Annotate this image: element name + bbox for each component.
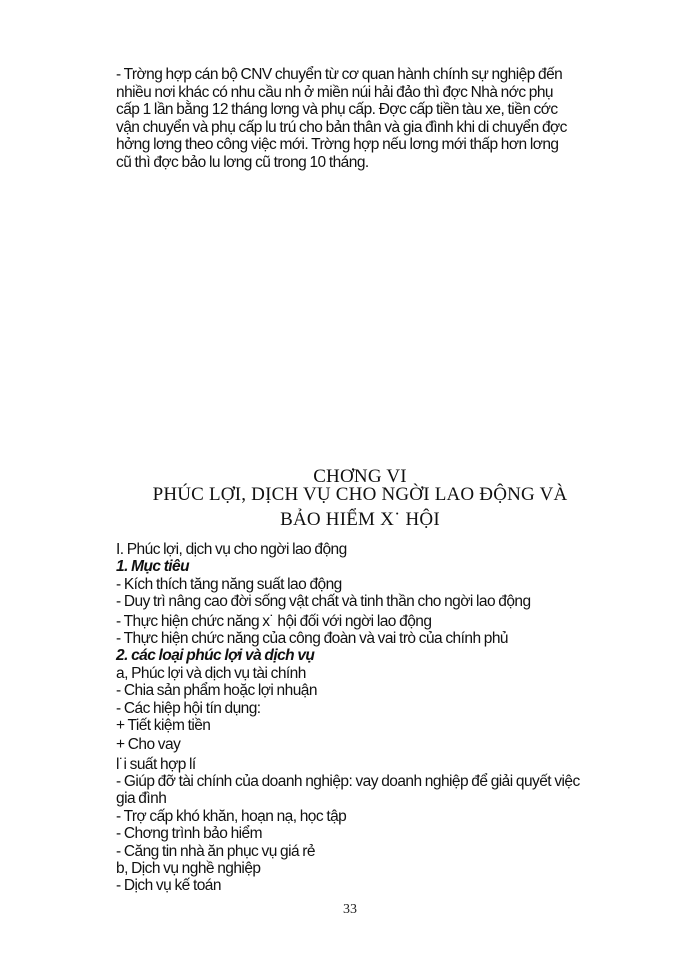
list-item: gia đình — [116, 790, 167, 808]
list-item: - Duy trì nâng cao đời sống vật chất và tinh thần cho ngời lao động — [116, 593, 531, 611]
list-item: b, Dịch vụ nghề nghiệp — [116, 860, 261, 878]
paragraph-line: hởng lơng theo công việc mới. Trờng hợp nếu lơng mới thấp hơn lơng — [116, 136, 559, 154]
list-item: - Trợ cấp khó khăn, hoạn nạ, học tập — [116, 807, 347, 825]
list-item: - Các hiệp hội tín dụng: — [116, 699, 261, 717]
paragraph-line: nhiều nơi khác có nhu cầu nh ở miền núi hải đảo thì đợc Nhà nớc phụ — [116, 83, 553, 101]
paragraph-line: - Trờng hợp cán bộ CNV chuyển từ cơ quan hành chính sự nghiệp đến — [116, 66, 563, 83]
list-item: l˙i suất hợp lí — [116, 755, 196, 773]
intro-paragraph — [116, 66, 636, 172]
subsection-heading: 2. các loại phúc lợi và dịch vụ — [116, 647, 315, 665]
list-item: + Tiết kiệm tiền — [116, 716, 211, 734]
chapter-label: CHƠNG VI — [313, 466, 407, 487]
list-item: - Chơng trình bảo hiểm — [116, 825, 262, 843]
chapter-title-line-2: BẢO HIỂM X˙ HỘI — [280, 509, 440, 530]
list-item: - Chia sản phẩm hoặc lợi nhuận — [116, 682, 317, 700]
paragraph-line: vận chuyển và phụ cấp lu trú cho bản thân và gia đình khi di chuyển đợc — [116, 118, 567, 136]
list-item: - Căng tin nhà ăn phục vụ giá rẻ — [116, 842, 315, 860]
list-item: - Giúp đỡ tài chính của doanh nghiệp: vay doanh nghiệp để giải quyết việc — [116, 773, 580, 791]
page-number: 33 — [343, 902, 357, 917]
list-item: - Dịch vụ kế toán — [116, 877, 221, 895]
subsection-heading: 1. Mục tiêu — [116, 558, 190, 576]
section-heading: I. Phúc lợi, dịch vụ cho ngời lao động — [116, 541, 347, 558]
list-item: - Kích thích tăng năng suất lao động — [116, 575, 342, 593]
list-item: - Thực hiện chức năng x˙ hội đối với ngời lao động — [116, 612, 432, 630]
paragraph-line: cũ thì đợc bảo lu lơng cũ trong 10 tháng. — [116, 153, 369, 171]
section-content — [116, 541, 646, 895]
list-item: + Cho vay — [116, 736, 181, 754]
chapter-title-line-1: PHÚC LỢI, DỊCH VỤ CHO NGỜI LAO ĐỘNG VÀ — [152, 484, 568, 505]
list-item: a, Phúc lợi và dịch vụ tài chính — [116, 664, 306, 682]
list-item: - Thực hiện chức năng của công đoàn và vai trò của chính phủ — [116, 629, 508, 647]
paragraph-line: cấp 1 lần bằng 12 tháng lơng và phụ cấp. Đợc cấp tiền tàu xe, tiền cớc — [116, 101, 558, 119]
